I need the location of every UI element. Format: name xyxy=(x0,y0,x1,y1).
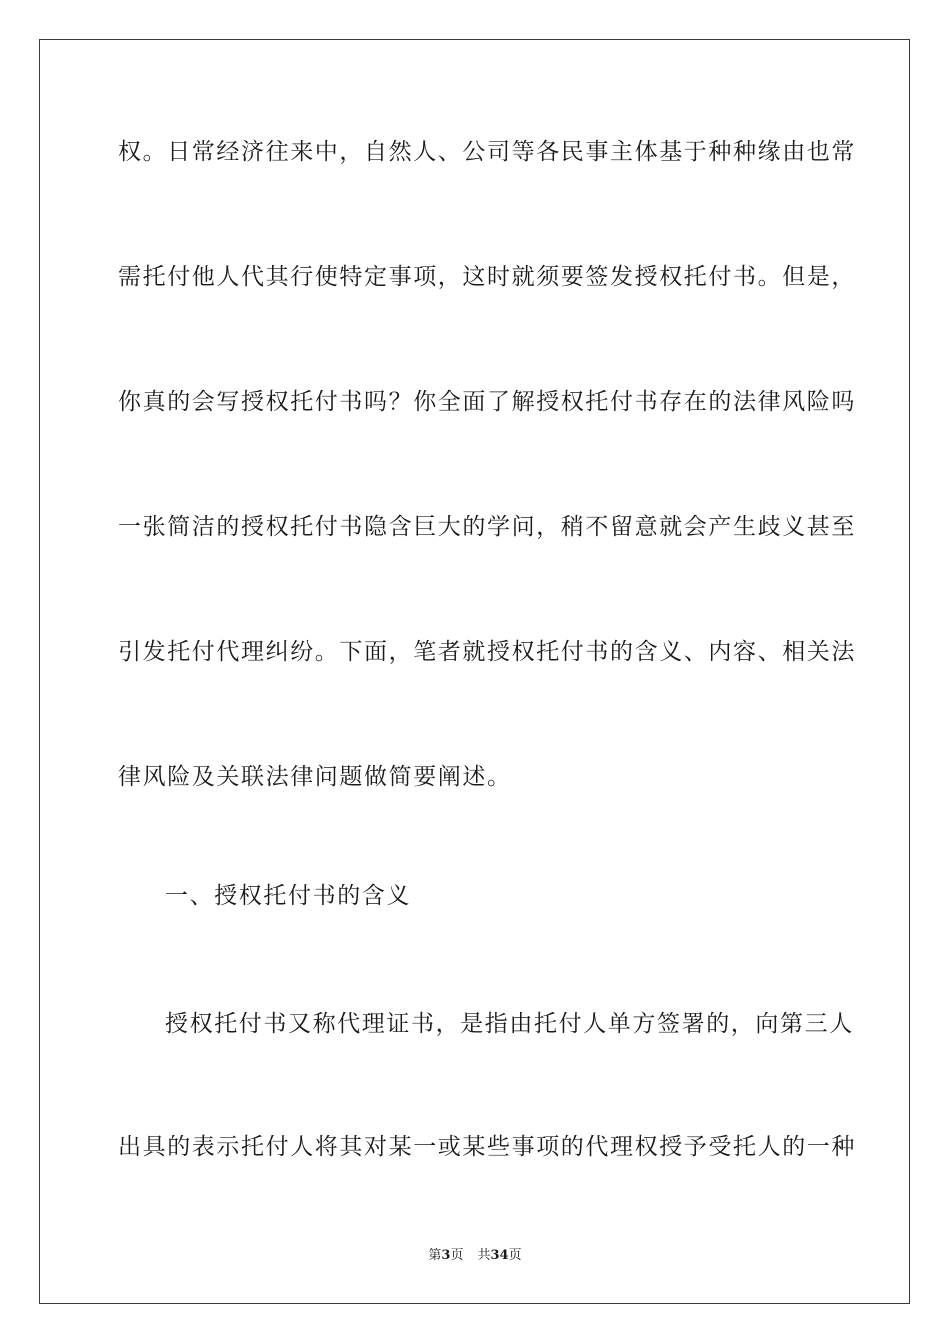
body-line-4: 一张简洁的授权托付书隐含巨大的学问，稍不留意就会产生歧义甚至 xyxy=(118,514,856,540)
total-pages: 34 xyxy=(490,1248,509,1263)
page-number: 3 xyxy=(441,1248,451,1263)
body-line-5: 引发托付代理纠纷。下面，笔者就授权托付书的含义、内容、相关法 xyxy=(118,639,856,665)
page-suffix: 页 xyxy=(450,1248,464,1263)
body-line-7: 授权托付书又称代理证书，是指由托付人单方签署的，向第三人 xyxy=(165,1011,854,1037)
body-line-8: 出具的表示托付人将其对某一或某些事项的代理权授予受托人的一种 xyxy=(118,1134,856,1160)
body-line-1: 权。日常经济往来中，自然人、公司等各民事主体基于种种缘由也常 xyxy=(118,139,856,165)
page-border xyxy=(39,39,910,1304)
total-suffix: 页 xyxy=(508,1248,522,1263)
total-prefix: 共 xyxy=(477,1248,491,1263)
page-footer xyxy=(0,1247,950,1265)
section-heading: 一、授权托付书的含义 xyxy=(165,883,411,909)
body-line-2: 需托付他人代其行使特定事项，这时就须要签发授权托付书。但是， xyxy=(118,264,856,290)
page-prefix: 第 xyxy=(428,1248,442,1263)
body-line-6: 律风险及关联法律问题做简要阐述。 xyxy=(118,764,512,790)
body-line-3: 你真的会写授权托付书吗？你全面了解授权托付书存在的法律风险吗 xyxy=(118,389,856,415)
